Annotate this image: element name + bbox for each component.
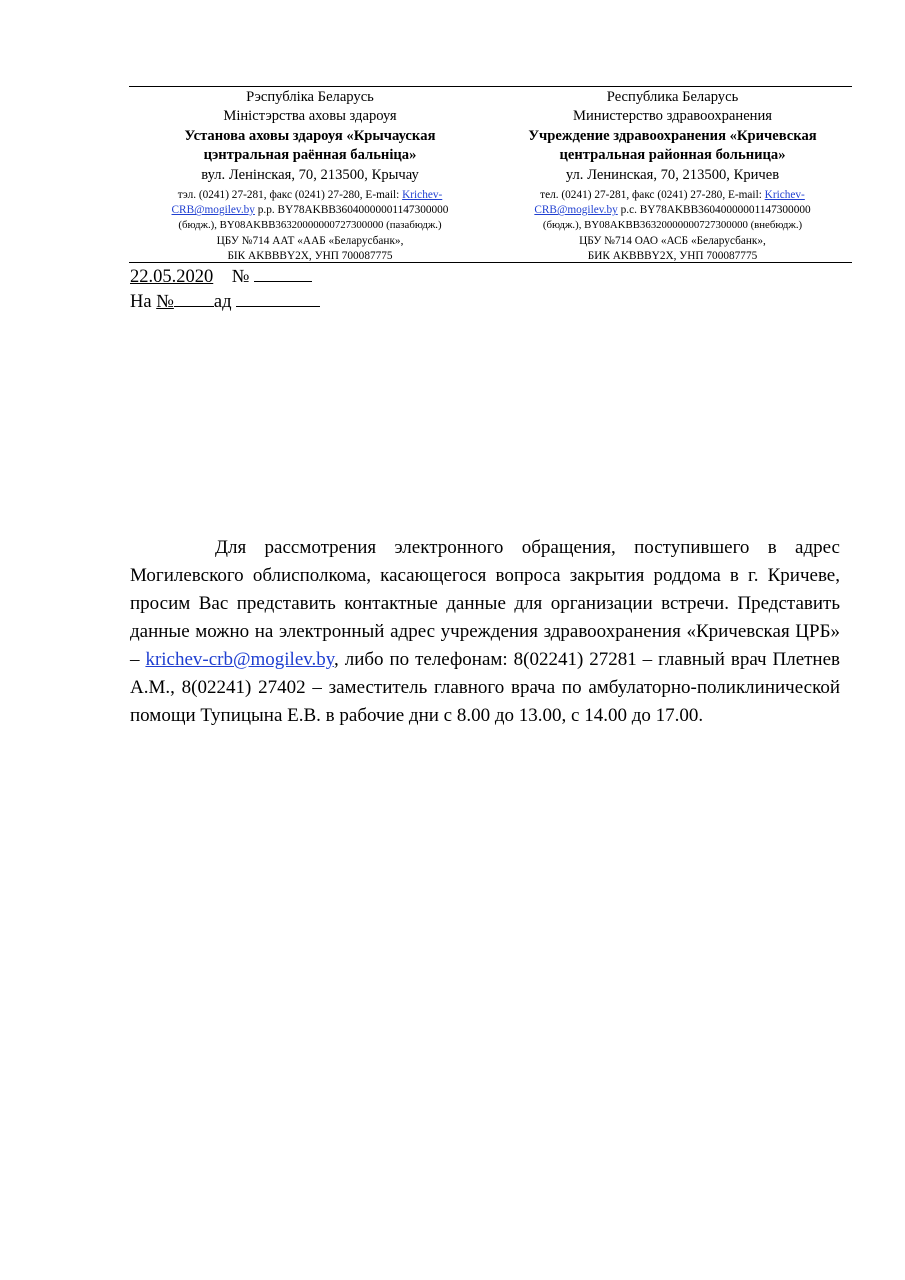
account2-by: (бюдж.), BY08AKBB36320000000727300000 (пазабюдж.) — [178, 219, 442, 232]
bank2-ru: БИК AKBBBY2X, УНП 700087775 — [587, 249, 758, 262]
address-by: вул. Ленінская, 70, 213500, Крычау — [201, 166, 419, 183]
reference-number-blank — [174, 289, 214, 307]
outgoing-number-blank — [254, 264, 312, 282]
letter-body — [130, 534, 840, 730]
header-bottom-rule — [129, 262, 852, 263]
address-ru: ул. Ленинская, 70, 213500, Кричев — [565, 166, 780, 183]
email-link-by-part2[interactable]: CRB@mogilev.by — [171, 204, 255, 217]
header-top-rule — [129, 86, 852, 87]
account2-ru: (бюдж.), BY08AKBB36320000000727300000 (внебюдж.) — [542, 219, 803, 232]
bank2-by: БІК AKBBBY2X, УНП 700087775 — [227, 249, 393, 262]
letterhead-russian — [493, 88, 852, 264]
email-link-ru-part1[interactable]: Krichev- — [764, 189, 805, 202]
reference-number-label: № — [156, 292, 174, 312]
outgoing-number-label: № — [231, 267, 250, 287]
bank1-ru: ЦБУ №714 ОАО «АСБ «Беларусбанк», — [579, 234, 766, 247]
reference-from-label: ад — [213, 292, 232, 312]
email-link-ru-part2[interactable]: CRB@mogilev.by — [534, 204, 618, 217]
body-text-part1: Для рассмотрения электронного обращения, поступившего в адрес Могилевского облисполкома, касающегося вопроса закрытия роддома в г. Кричеве, просим Вас представить контактные данные для организации встречи. Представить данные можно на электронный адрес учреждения здравоохранения «Кричевская ЦРБ» – — [130, 537, 840, 670]
org-name-by-line1: Установа аховы здароуя «Крычаускaя — [184, 127, 436, 144]
account1-ru: р.с. BY78AKBB36040000001147300000 — [617, 204, 811, 217]
email-account-by — [129, 203, 491, 218]
reference-date-blank — [236, 289, 320, 307]
registration-line — [130, 264, 312, 289]
reference-on-label: На — [130, 292, 152, 312]
ministry-ru: Министерство здравоохранения — [572, 108, 773, 125]
letterhead-belarusian — [129, 88, 491, 264]
ministry-by: Міністэрства аховы здароуя — [223, 108, 397, 125]
reference-line — [130, 289, 320, 314]
body-email-link[interactable]: krichev-crb@mogilev.by — [145, 649, 335, 670]
country-ru: Республика Беларусь — [606, 89, 739, 105]
contacts-ru-text: тел. (0241) 27-281, факс (0241) 27-280, E-mail: — [540, 189, 765, 202]
email-link-by-part1[interactable]: Krichev- — [402, 189, 443, 202]
body-text-part2: , либо по телефонам: 8(02241) 27281 – главный врач Плетнев А.М., 8(02241) 27402 – заместитель главного врача по амбулаторно-поликлинической помощи Тупицына Е.В. в рабочие дни с 8.00 до 13.00, с 14.00 до 17.00. — [130, 649, 840, 726]
outgoing-date: 22.05.2020 — [130, 267, 214, 287]
account1-by: р.р. BY78AKBB36040000001147300000 — [254, 204, 449, 217]
org-name-ru-line1: Учреждение здравоохранения «Кричевская — [528, 127, 817, 144]
org-name-by-line2: цэнтральная раённая бальніца» — [203, 147, 417, 164]
org-name-ru-line2: центральная районная больница» — [559, 147, 786, 164]
contacts-ru — [493, 188, 852, 203]
contacts-by — [129, 188, 491, 203]
email-account-ru — [493, 203, 852, 218]
contacts-by-text: тэл. (0241) 27-281, факс (0241) 27-280, E-mail: — [177, 189, 403, 202]
country-by: Рэспубліка Беларусь — [246, 89, 374, 105]
bank1-by: ЦБУ №714 ААТ «ААБ «Беларусбанк», — [216, 234, 404, 247]
